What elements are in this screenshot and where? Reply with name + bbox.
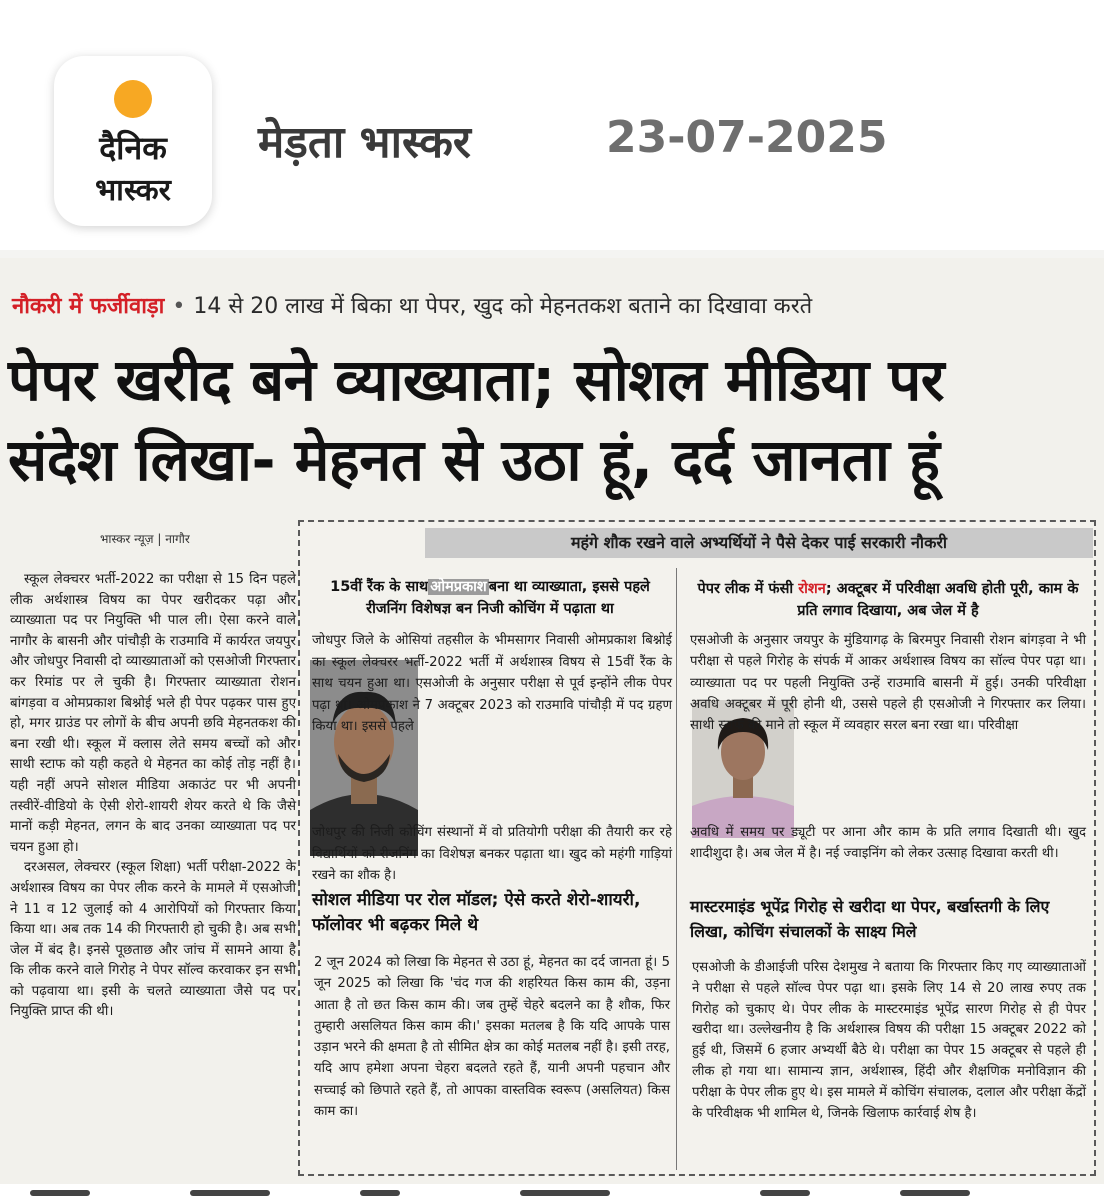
main-article-column [10,570,296,1023]
left-paragraph-1a: जोधपुर जिले के ओसियां तहसील के भीमसागर निवासी ओमप्रकाश बिश्नोई का स्कूल लेक्चरर भर्ती-2022 भर्ती में अर्थशास्त्र विषय से 15वीं रैंक के साथ चयन हुआ था। एसओजी के अनुसार परीक्षा से पूर्व इन्होंने लीक पेपर पढ़ा था। ओमप्रकाश ने 7 अक्टूबर 2023 को राउमावि पांचौड़ी में पद ग्रहण किया था। इससे पहले [312,633,672,734]
right-subhead-pre: पेपर लीक में फंसी [697,581,794,597]
headline-line1: पेपर खरीद बने व्याख्याता; सोशल मीडिया पर [8,346,945,414]
right-subhead-post: ; अक्टूबर में परिवीक्षा अवधि होती पूरी, काम के प्रति लगाव दिखाया, अब जेल में है [797,581,1079,619]
header-bar [0,0,1104,250]
headline-line2: संदेश लिखा- मेहनत से उठा हूं, दर्द जानता हूं [8,426,940,494]
left-subhead-post: बना था व्याख्याता, इससे पहले रीजनिंग विशेषज्ञ बन निजी कोचिंग में पढ़ाता था [366,579,650,617]
main-paragraph-2: दरअसल, लेक्चरर (स्कूल शिक्षा) भर्ती परीक्षा-2022 के अर्थशास्त्र विषय का पेपर लीक करने के मामले में एसओजी ने 11 व 12 जुलाई को 4 आरोपियों को गिरफ्तार किया किया था। अब तक 14 की गिरफ्तारी हो चुकी है। अब सभी जेल में बंद है। इनसे पूछताछ और जांच में सामने आया है कि लीक करने वाले गिरोह ने पेपर सॉल्व करवाकर इन सभी को पढ़वाया था। इसी के चलते व्याख्याता जैसे पद पर नियुक्ति प्राप्त की थी। [10,860,296,1020]
left-subhead-pre: 15वीं रैंक के साथ [330,579,429,595]
right-paragraph-1a: एसओजी के अनुसार जयपुर के मुंडियागढ़ के बिरमपुर निवासी रोशन बांगड़वा ने भी परीक्षा से पहले गिरोह के संपर्क में आकर अर्थशास्त्र विषय का सॉल्व पेपर पढ़ा था। व्याख्याता पद पर पहली नियुक्ति उन्हें राउमावि बासनी में हुई। उनकी परिवीक्षा अवधि अक्टूबर में पूरी होनी थी, उससे पहले ही एसओजी ने गिरफ्तार कर लिया। साथी स्टाफ की माने तो स्कूल में व्यवहार सरल बना रखा था। परिवीक्षा [690,633,1086,734]
logo-text-line2: भास्कर [95,173,171,208]
byline: भास्कर न्यूज़ | नागौर [100,532,190,546]
right-paragraph-1-continued: अवधि में समय पर ड्यूटी पर आना और काम के प्रति लगाव दिखाती थी। खुद शादीशुदा है। अब जेल में है। नई ज्वाइनिंग को लेकर उत्साह दिखावा करती थी। [690,825,1086,862]
main-paragraph-1: स्कूल लेक्चरर भर्ती-2022 का परीक्षा से 15 दिन पहले लीक अर्थशास्त्र विषय का पेपर खरीदकर पढ़ा और व्याख्याता पद पर नियुक्ति भी पाल ली। ऐसा करने वाले नागौर के बासनी और पांचौड़ी के राउमावि में कार्यरत जयपुर और जोधपुर निवासी दो व्याख्याताओं को एसओजी गिरफ्तार कर रिमांड पर ले चुकी है। गिरफ्तार व्याख्याता रोशन बांगड़वा व ओमप्रकाश बिश्नोई भले ही पेपर पढ़कर पास हुए हो, मगर ग्राउंड पर लोगों के बीच अपनी छवि मेहनतकश की बना रखी थी। स्कूल में क्लास लेते समय बच्चों को और साथी स्टाफ को यही कहते थे मेहनत का कोई तोड़ नहीं है। यही नहीं अपने सोशल मीडिया अकाउंट पर भी अपनी तस्वीरें-वीडियो के ऐसी शेरो-शायरी शेयर करते थे कि जैसे मानों कड़ी मेहनत, लगन के बाद उनका व्याख्याता पद पर चयन हुआ हो। [10,572,296,855]
logo-text-line1: दैनिक [99,129,167,167]
right-subhead-name: रोशन [798,581,826,597]
left-subhead-2: सोशल मीडिया पर रोल मॉडल; ऐसे करते शेरो-शायरी, फॉलोवर भी बढ़कर मिले थे [312,890,641,935]
column-divider [676,568,677,1170]
right-subhead-2: मास्टरमाइंड भूपेंद्र गिरोह से खरीदा था पेपर, बर्खास्तगी के लिए लिखा, कोचिंग संचालकों के साक्ष्य मिले [690,897,1050,941]
sun-icon [114,80,152,118]
edition-name: मेड़ता भास्कर [258,117,471,168]
right-subhead [688,578,1088,622]
kicker-line [12,290,812,320]
kicker-bullet: • [172,294,186,319]
left-subhead [310,576,670,620]
edition-date: 23-07-2025 [606,112,888,163]
left-paragraph-1-continued: जोधपुर की निजी कोचिंग संस्थानों में वो प्रतियोगी परीक्षा की तैयारी कर रहे विद्यार्थियों को रीजनिंग का विशेषज्ञ बनकर पढ़ाता था। खुद को महंगी गाड़ियां रखने का शौक है। [312,825,672,883]
kicker-subtitle: 14 से 20 लाख में बिका था पेपर, खुद को मेहनतकश बताने का दिखावा करते [193,294,813,319]
cropped-next-line [0,1184,1104,1200]
left-paragraph-1 [312,630,672,738]
left-paragraph-2: 2 जून 2024 को लिखा कि मेहनत से उठा हूं, मेहनत का दर्द जानता हूं। 5 जून 2025 को लिखा कि 'चंद गज की शहरियत किस काम की, उड़ना आता है तो छत किस काम की। जब तुम्हें चेहरे बदलने का है शौक, फिर तुम्हारी असलियत किस काम की।' इसका मतलब है कि यदि आपके पास उड़ान भरने की क्षमता है तो सीमित क्षेत्र का कोई मतलब नहीं है। इसी तरह, यदि आप हमेशा अपना चेहरा बदलते रहते हैं, यानी अपनी पहचान और सच्चाई को छिपाते रहते हैं, तो आपका वास्तविक स्वरूप (असलियत) किस काम का। [314,955,670,1120]
right-paragraph-1 [690,630,1086,736]
kicker-label: नौकरी में फर्जीवाड़ा [12,294,165,319]
dainik-bhaskar-logo [54,56,212,226]
right-paragraph-2: एसओजी के डीआईजी परिस देशमुख ने बताया कि गिरफ्तार किए गए व्याख्याताओं ने परीक्षा से पहले सॉल्व पेपर पढ़ा था। इसके लिए 14 से 20 लाख रुपए तक गिरोह को चुकाए थे। पेपर लीक के मास्टरमाइंड भूपेंद्र सारण गिरोह से ही पेपर खरीदा था। उल्लेखनीय है कि अर्थशास्त्र विषय की परीक्षा 15 अक्टूबर 2022 को हुई थी, जिसमें 6 हजार अभ्यर्थी बैठे थे। परीक्षा का पेपर 15 अक्टूबर से पहले ही लीक हो गया था। सामान्य ज्ञान, अर्थशास्त्र, हिंदी और शैक्षणिक मनोविज्ञान की परीक्षा के पेपर लीक हुए थे। इस मामले में कोचिंग संचालक, दलाल और परीक्षा केंद्रों के परिवीक्षक भी शामिल थे, जिनके खिलाफ कार्रवाई शेष है। [692,960,1086,1121]
box-title: महंगे शौक रखने वाले अभ्यर्थियों ने पैसे देकर पाई सरकारी नौकरी [425,528,1093,558]
left-subhead-name: ओमप्रकाश [430,579,487,595]
